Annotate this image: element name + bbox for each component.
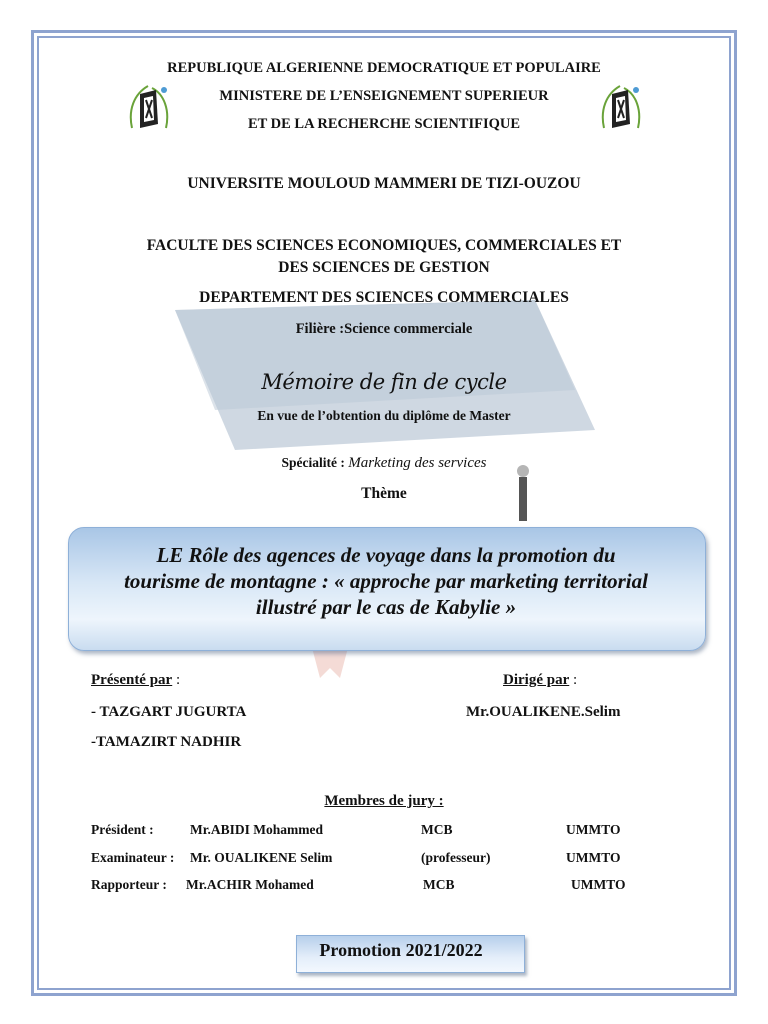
faculty-line-2: DES SCIENCES DE GESTION <box>278 259 490 276</box>
jury-institution: UMMTO <box>566 822 621 837</box>
presented-by-colon: : <box>172 672 181 688</box>
jury-role: Président : <box>91 822 154 837</box>
promotion-text: Promotion 2021/2022 <box>319 940 483 960</box>
jury-name: Mr.ABIDI Mohammed <box>190 822 323 837</box>
jury-grade: MCB <box>421 822 453 837</box>
specialite <box>0 455 768 472</box>
presented-by <box>91 672 180 689</box>
department-name: DEPARTEMENT DES SCIENCES COMMERCIALES <box>199 289 569 306</box>
jury-name: Mr. OUALIKENE Selim <box>190 850 333 865</box>
header-ministry: MINISTERE DE L’ENSEIGNEMENT SUPERIEUR <box>219 88 549 104</box>
header-republic: REPUBLIQUE ALGERIENNE DEMOCRATIQUE ET POPULAIRE <box>167 60 601 76</box>
jury-grade: (professeur) <box>421 850 491 865</box>
university-name: UNIVERSITE MOULOUD MAMMERI DE TIZI-OUZOU <box>187 175 581 192</box>
thesis-title-line: LE Rôle des agences de voyage dans la promotion du <box>156 543 616 567</box>
thesis-title <box>76 542 696 620</box>
thesis-title-line: illustré par le cas de Kabylie » <box>255 595 517 619</box>
directed-by-colon: : <box>569 672 578 688</box>
author-1: - TAZGART JUGURTA <box>91 704 247 720</box>
author-2: -TAMAZIRT NADHIR <box>91 734 242 750</box>
filiere: Filière :Science commerciale <box>295 321 473 337</box>
specialite-label: Spécialité : <box>281 455 349 470</box>
jury-institution: UMMTO <box>571 877 626 892</box>
supervisor-name: Mr.OUALIKENE.Selim <box>466 704 621 720</box>
header-research: ET DE LA RECHERCHE SCIENTIFIQUE <box>247 116 521 132</box>
jury-title: Membres de jury : <box>324 793 444 809</box>
jury-institution: UMMTO <box>566 850 621 865</box>
specialite-value: Marketing des services <box>348 455 487 471</box>
directed-by-label: Dirigé par <box>503 672 570 688</box>
thesis-title-line: tourisme de montagne : « approche par marketing territorial <box>124 569 648 593</box>
presented-by-label: Présenté par <box>91 672 173 688</box>
theme-label: Thème <box>361 485 407 502</box>
jury-role: Examinateur : <box>91 850 175 865</box>
directed-by <box>503 672 577 689</box>
faculty-line-1: FACULTE DES SCIENCES ECONOMIQUES, COMMERCIALES ET <box>146 237 622 254</box>
jury-role: Rapporteur : <box>91 877 167 892</box>
jury-name: Mr.ACHIR Mohamed <box>186 877 314 892</box>
obtention-text: En vue de l’obtention du diplôme de Master <box>257 408 511 423</box>
jury-grade: MCB <box>423 877 455 892</box>
memoire-title: Mémoire de fin de cycle <box>261 370 507 394</box>
